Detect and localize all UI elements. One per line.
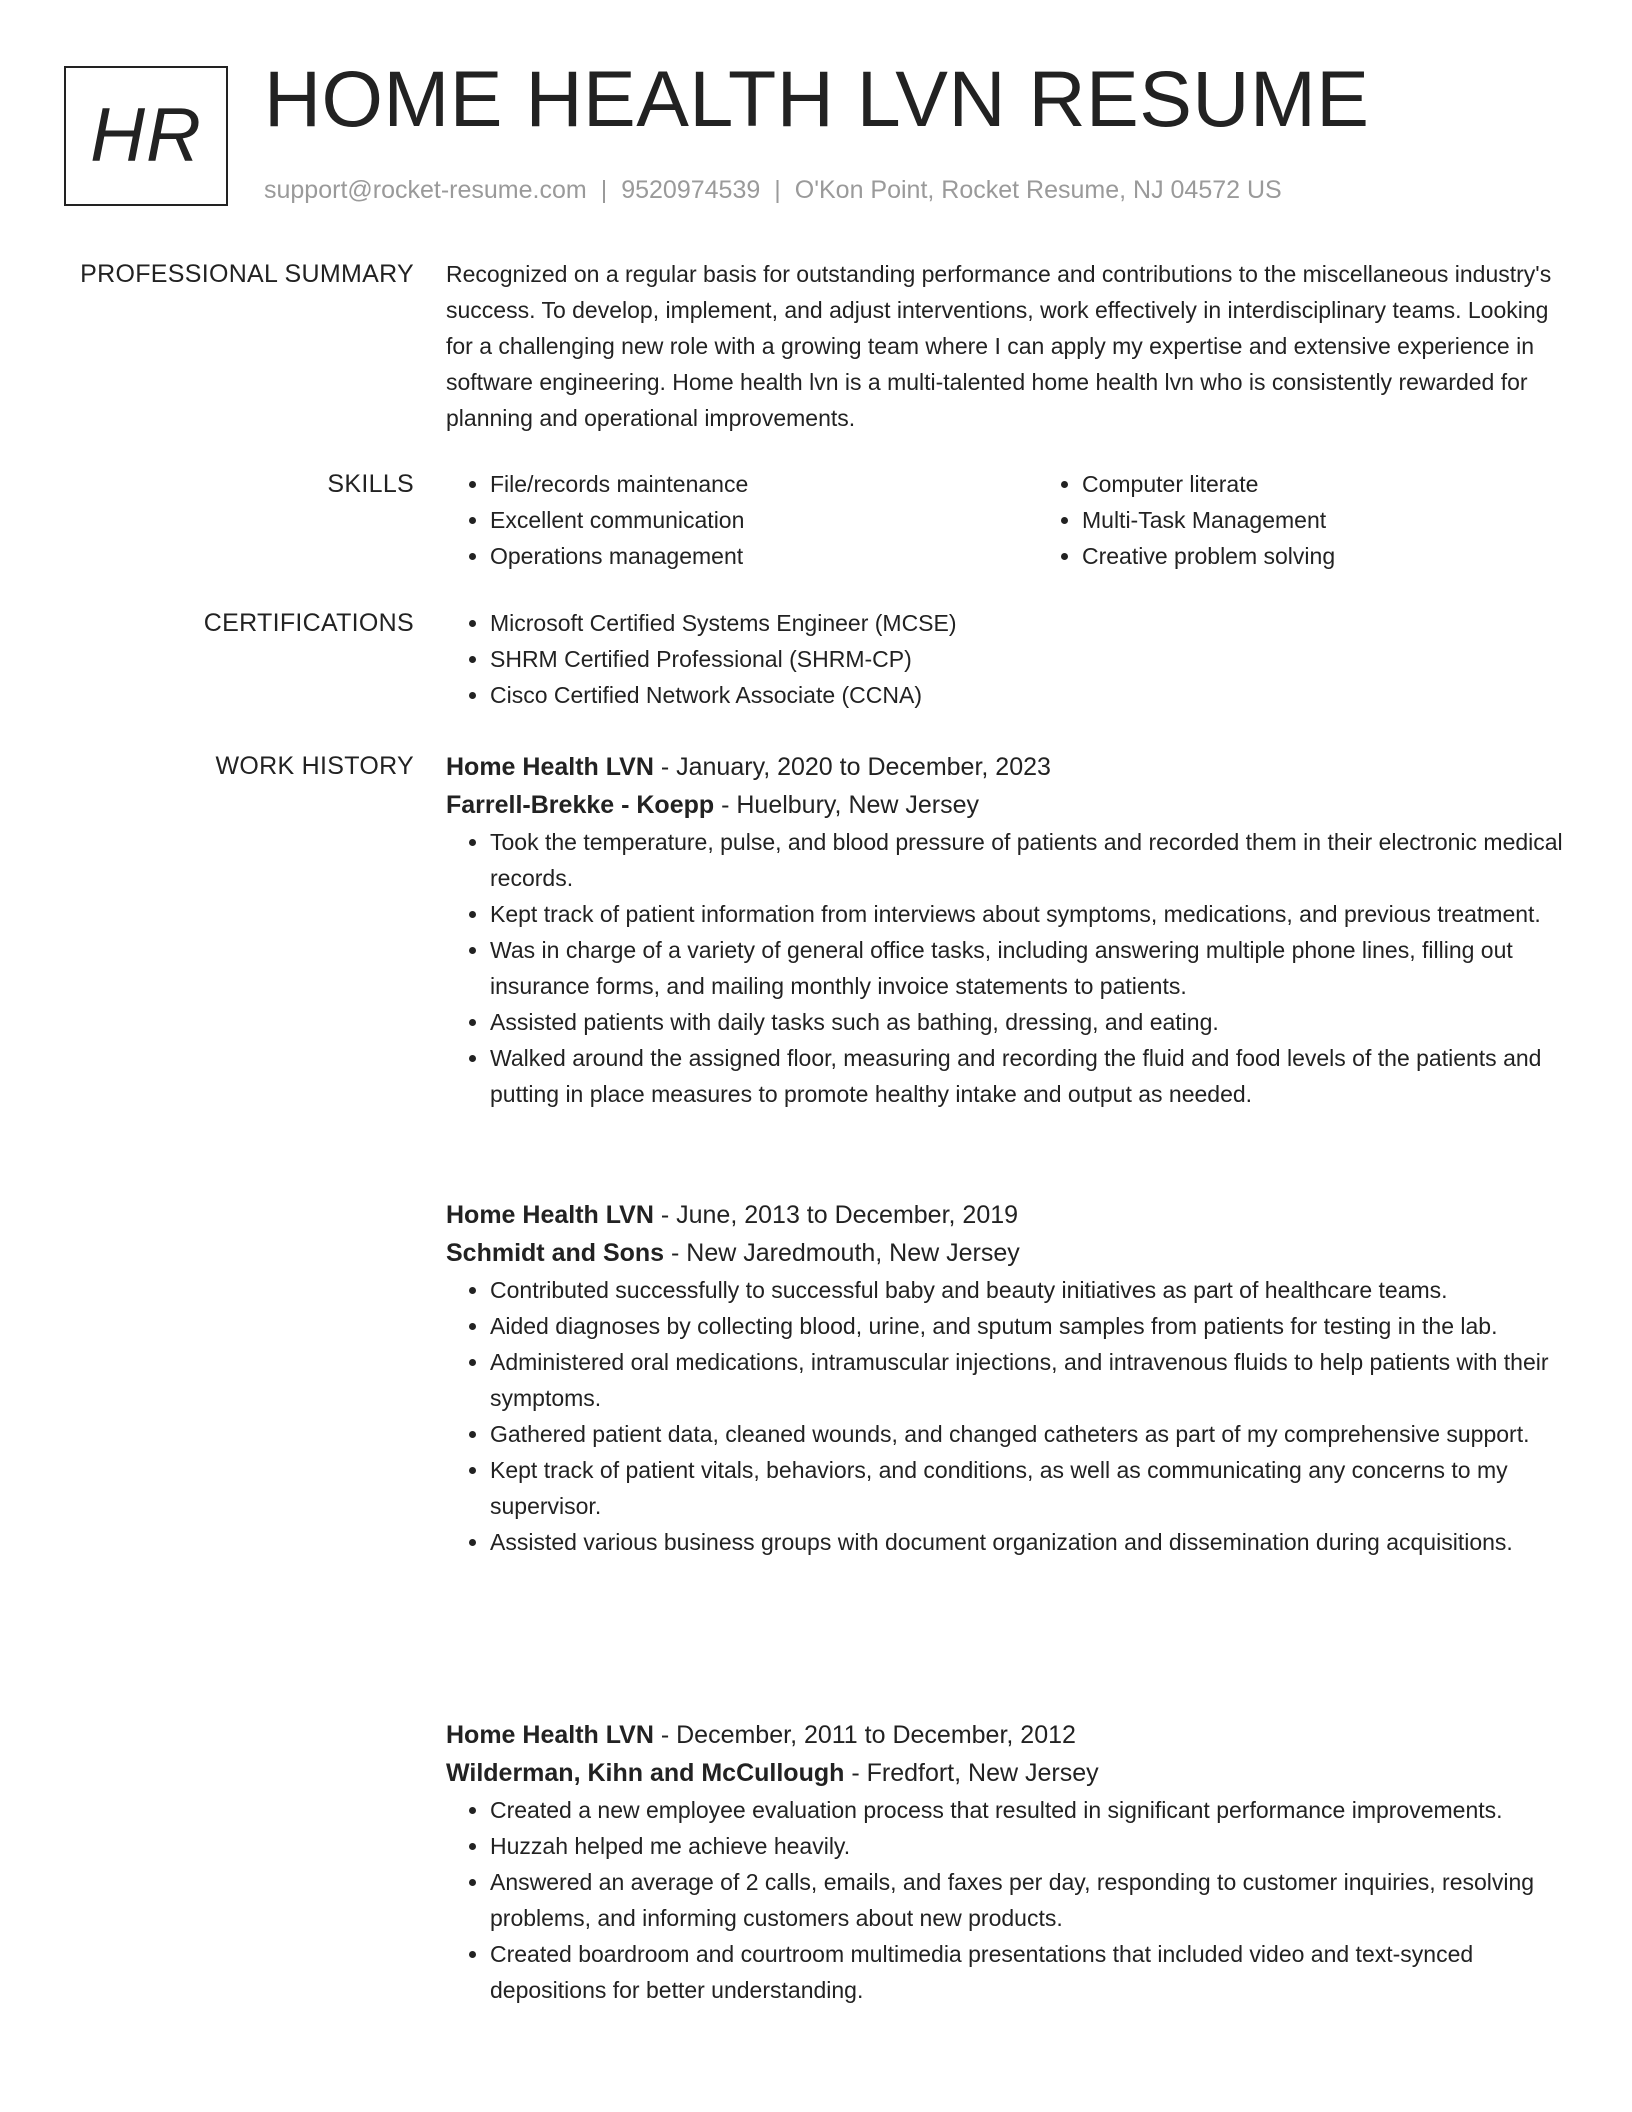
resume-title: HOME HEALTH LVN RESUME	[264, 54, 1370, 143]
list-item: • Excellent communication	[490, 502, 1038, 538]
contact-separator: |	[600, 176, 608, 204]
skills-label: SKILLS	[327, 470, 414, 498]
job-company: Farrell-Brekke - Koepp	[446, 791, 715, 819]
list-item: • Walked around the assigned floor, measuring and recording the fluid and food levels of the patients and putting in place measures to promote healthy intake and output as needed.	[490, 1040, 1566, 1112]
list-item: • Cisco Certified Network Associate (CCNA)	[490, 677, 1566, 713]
monogram-initials: HR	[90, 93, 202, 178]
list-item: • Was in charge of a variety of general office tasks, including answering multiple phone lines, filling out insurance forms, and mailing monthly invoice statements to patients.	[490, 932, 1566, 1004]
certifications-body	[446, 605, 1566, 713]
job-bullets	[446, 1272, 1566, 1560]
job-bullets	[446, 1792, 1566, 2008]
job-company: Schmidt and Sons	[446, 1239, 665, 1267]
job-title: Home Health LVN	[446, 1201, 654, 1229]
job-title-line	[446, 1196, 1566, 1234]
list-item: • Multi-Task Management	[1082, 502, 1630, 538]
job-title-line	[446, 748, 1566, 786]
contact-line	[264, 174, 1282, 207]
skills-list-left	[446, 466, 1038, 574]
list-item: • Contributed successfully to successful baby and beauty initiatives as part of healthcare teams.	[490, 1272, 1566, 1308]
skills-grid	[446, 466, 1566, 574]
certifications-list	[446, 605, 1566, 713]
job-entry	[446, 1716, 1566, 2008]
list-item: • File/records maintenance	[490, 466, 1038, 502]
job-company-line	[446, 1234, 1566, 1272]
job-company-line	[446, 786, 1566, 824]
work-history-label: WORK HISTORY	[215, 752, 414, 780]
job-location: - Fredfort, New Jersey	[844, 1759, 1099, 1787]
list-item: • Aided diagnoses by collecting blood, urine, and sputum samples from patients for testing in the lab.	[490, 1308, 1566, 1344]
job-dates: - December, 2011 to December, 2012	[653, 1721, 1076, 1749]
job-entry	[446, 748, 1566, 1112]
skills-list-right	[1038, 466, 1630, 574]
skills-body	[446, 466, 1566, 574]
monogram-box	[64, 66, 228, 206]
list-item: • SHRM Certified Professional (SHRM-CP)	[490, 641, 1566, 677]
job-bullets	[446, 824, 1566, 1112]
list-item: • Administered oral medications, intramuscular injections, and intravenous fluids to help patients with their symptoms.	[490, 1344, 1566, 1416]
list-item: • Answered an average of 2 calls, emails, and faxes per day, responding to customer inquiries, resolving problems, and informing customers about new products.	[490, 1864, 1566, 1936]
job-location: - Huelbury, New Jersey	[714, 791, 980, 819]
certifications-label: CERTIFICATIONS	[203, 609, 414, 637]
list-item: • Kept track of patient vitals, behaviors, and conditions, as well as communicating any concerns to my supervisor.	[490, 1452, 1566, 1524]
job-company: Wilderman, Kihn and McCullough	[446, 1759, 845, 1787]
job-entry	[446, 1196, 1566, 1560]
job-dates: - June, 2013 to December, 2019	[653, 1201, 1019, 1229]
list-item: • Kept track of patient information from interviews about symptoms, medications, and previous treatment.	[490, 896, 1566, 932]
list-item: • Took the temperature, pulse, and blood pressure of patients and recorded them in their electronic medical records.	[490, 824, 1566, 896]
contact-separator: |	[774, 176, 781, 204]
summary-label: PROFESSIONAL SUMMARY	[80, 260, 414, 288]
list-item: • Created a new employee evaluation process that resulted in significant performance improvements.	[490, 1792, 1566, 1828]
job-location: - New Jaredmouth, New Jersey	[664, 1239, 1020, 1267]
list-item: • Operations management	[490, 538, 1038, 574]
contact-phone: 9520974539	[621, 176, 761, 204]
list-item: • Creative problem solving	[1082, 538, 1630, 574]
list-item: • Assisted patients with daily tasks such as bathing, dressing, and eating.	[490, 1004, 1566, 1040]
contact-address: O'Kon Point, Rocket Resume, NJ 04572 US	[794, 176, 1282, 204]
list-item: • Microsoft Certified Systems Engineer (MCSE)	[490, 605, 1566, 641]
list-item: • Assisted various business groups with document organization and dissemination during acquisitions.	[490, 1524, 1566, 1560]
job-company-line	[446, 1754, 1566, 1792]
list-item: • Gathered patient data, cleaned wounds, and changed catheters as part of my comprehensive support.	[490, 1416, 1566, 1452]
job-dates: - January, 2020 to December, 2023	[653, 753, 1051, 781]
contact-email: support@rocket-resume.com	[264, 176, 587, 204]
list-item: • Computer literate	[1082, 466, 1630, 502]
job-title-line	[446, 1716, 1566, 1754]
job-title: Home Health LVN	[446, 1721, 654, 1749]
list-item: • Created boardroom and courtroom multimedia presentations that included video and text-synced depositions for better understanding.	[490, 1936, 1566, 2008]
list-item: • Huzzah helped me achieve heavily.	[490, 1828, 1566, 1864]
job-title: Home Health LVN	[446, 753, 654, 781]
summary-text: Recognized on a regular basis for outstanding performance and contributions to the miscellaneous industry's success. To develop, implement, and adjust interventions, work effectively in interdisciplinary teams. Looking for a challenging new role with a growing team where I can apply my expertise and extensive experience in software engineering. Home health lvn is a multi-talented home health lvn who is consistently rewarded for planning and operational improvements.	[446, 261, 1552, 431]
